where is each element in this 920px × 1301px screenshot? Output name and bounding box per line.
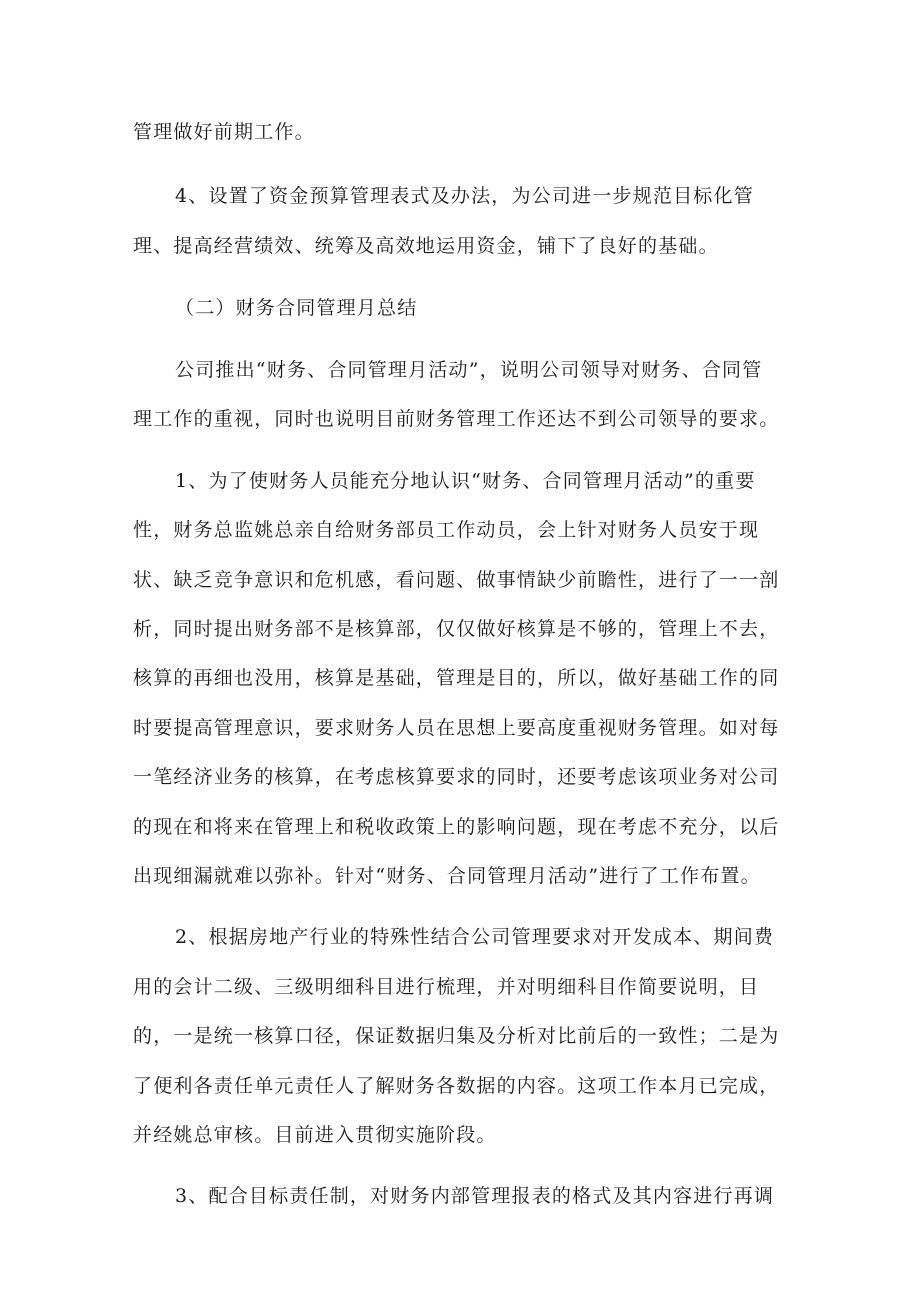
paragraph-line: 了便利各责任单元责任人了解财务各数据的内容。这项工作本月已完成， xyxy=(133,1075,780,1097)
paragraph-line: 出现细漏就难以弥补。针对“财务、合同管理月活动”进行了工作布置。 xyxy=(133,865,761,887)
paragraph-line: 一笔经济业务的核算，在考虑核算要求的同时，还要考虑该项业务对公司 xyxy=(133,766,780,788)
paragraph-line: 理工作的重视，同时也说明目前财务管理工作还达不到公司领导的要求。 xyxy=(133,408,780,430)
paragraph-line: 管理做好前期工作。 xyxy=(133,121,315,143)
paragraph-line: 状、缺乏竞争意识和危机感，看问题、做事情缺少前瞻性，进行了一一剖 xyxy=(133,569,780,591)
paragraph-line: 2、根据房地产行业的特殊性结合公司管理要求对开发成本、期间费 xyxy=(175,926,775,948)
paragraph-line: 性，财务总监姚总亲自给财务部员工作动员，会上针对财务人员安于现 xyxy=(133,519,760,541)
paragraph-line: 的，一是统一核算口径，保证数据归集及分析对比前后的一致性；二是为 xyxy=(133,1025,780,1047)
paragraph-line: 3、配合目标责任制，对财务内部管理报表的格式及其内容进行再调 xyxy=(175,1185,775,1207)
section-heading: （二）财务合同管理月总结 xyxy=(175,297,418,319)
paragraph-line: 4、设置了资金预算管理表式及办法，为公司进一步规范目标化管 xyxy=(175,185,754,207)
paragraph-line: 1、为了使财务人员能充分地认识“财务、合同管理月活动”的重要 xyxy=(175,470,756,492)
paragraph-line: 析，同时提出财务部不是核算部，仅仅做好核算是不够的，管理上不去， xyxy=(133,618,780,640)
paragraph-line: 时要提高管理意识，要求财务人员在思想上要高度重视财务管理。如对每 xyxy=(133,717,780,739)
paragraph-line: 的现在和将来在管理上和税收政策上的影响问题，现在考虑不充分，以后 xyxy=(133,816,780,838)
paragraph-line: 用的会计二级、三级明细科目进行梳理，并对明细科目作简要说明，目 xyxy=(133,976,760,998)
paragraph-line: 理、提高经营绩效、统筹及高效地运用资金，铺下了良好的基础。 xyxy=(133,235,719,257)
paragraph-line: 并经姚总审核。目前进入贯彻实施阶段。 xyxy=(133,1124,497,1146)
paragraph-line: 核算的再细也没用，核算是基础，管理是目的，所以，做好基础工作的同 xyxy=(133,667,780,689)
paragraph-line: 公司推出“财务、合同管理月活动”，说明公司领导对财务、合同管 xyxy=(175,359,763,381)
